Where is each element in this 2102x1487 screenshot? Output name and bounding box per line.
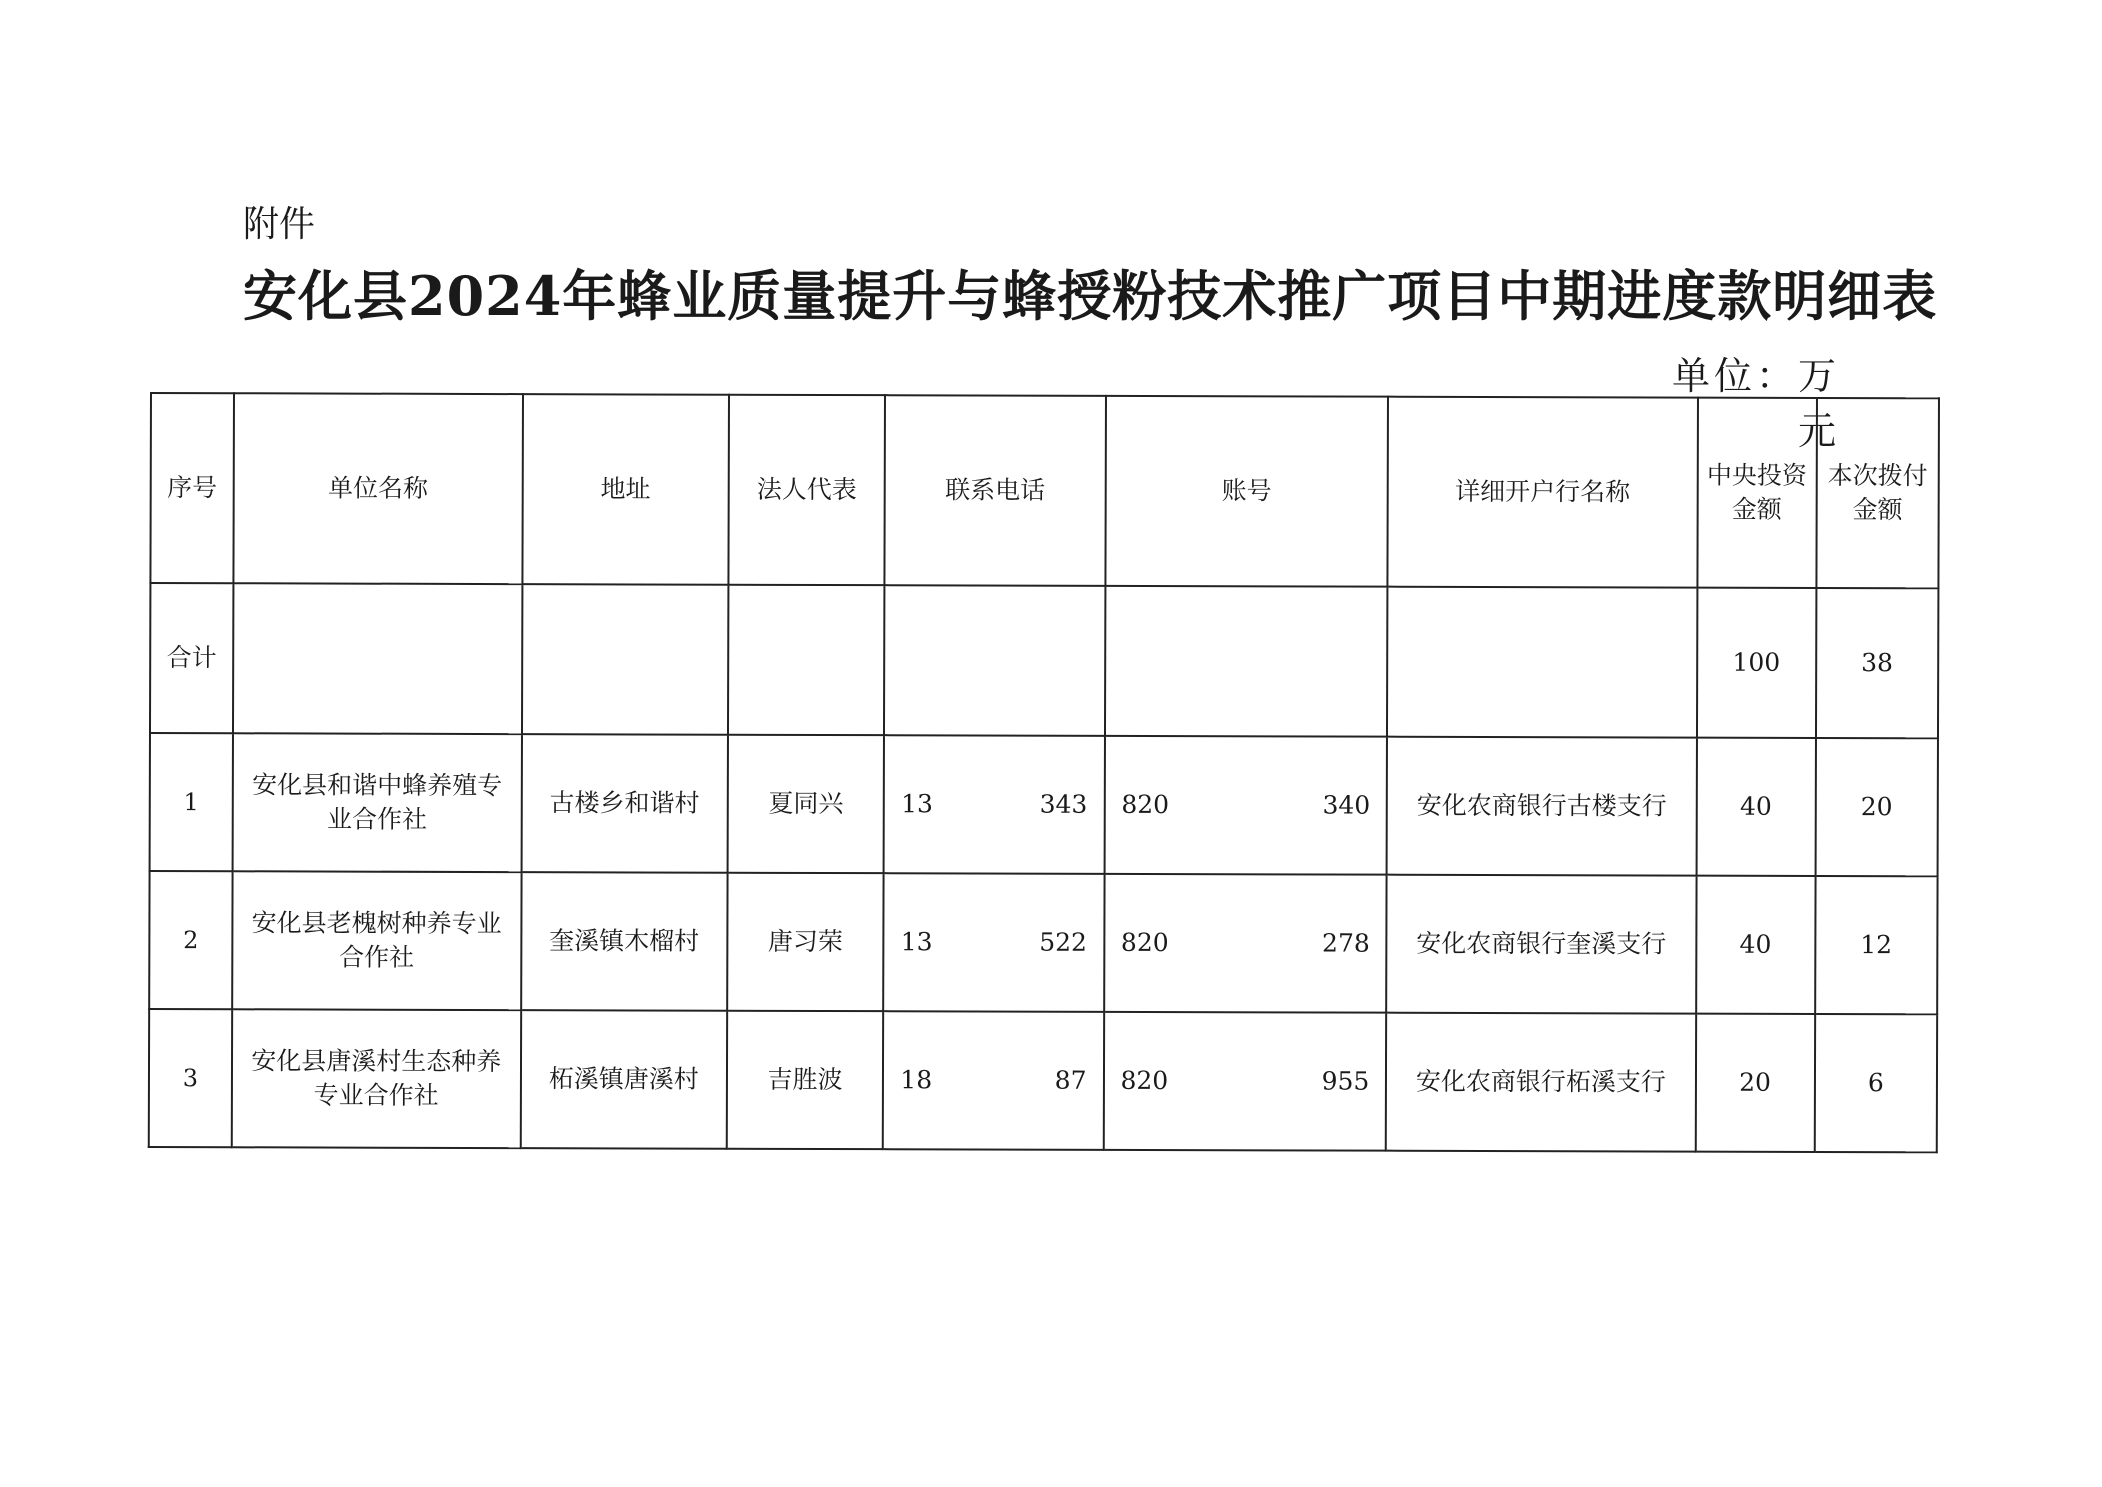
phone-start: 13 xyxy=(900,927,933,957)
row-legal-rep: 唐习荣 xyxy=(727,873,884,1011)
total-current-allocation: 38 xyxy=(1816,588,1939,738)
table-row xyxy=(149,871,1937,1014)
row-current-allocation: 12 xyxy=(1815,876,1938,1014)
account-start: 820 xyxy=(1120,1066,1169,1096)
phone-end: 343 xyxy=(1039,789,1088,819)
row-address: 古楼乡和谐村 xyxy=(521,734,727,873)
unit-label: 单位：万元 xyxy=(1671,354,1840,453)
row-bank: 安化农商银行柘溪支行 xyxy=(1386,1013,1696,1152)
header-current-allocation: 本次拨付金额 xyxy=(1816,398,1939,588)
row-current-allocation: 20 xyxy=(1815,738,1938,876)
phone-end: 522 xyxy=(1039,927,1087,957)
row-seq: 1 xyxy=(150,733,233,871)
header-phone: 联系电话 xyxy=(885,395,1106,586)
row-unit-name: 安化县和谐中蜂养殖专业合作社 xyxy=(232,733,521,872)
row-address: 奎溪镇木榴村 xyxy=(521,872,727,1011)
account-end: 340 xyxy=(1322,790,1371,820)
attachment-label: 附件 xyxy=(243,204,316,245)
total-central-investment: 100 xyxy=(1696,588,1816,738)
header-row xyxy=(150,393,1939,588)
document-title: 安化县2024年蜂业质量提升与蜂授粉技术推广项目中期进度款明细表 xyxy=(243,264,1938,328)
row-account xyxy=(1104,874,1387,1013)
row-central-investment: 40 xyxy=(1696,876,1816,1014)
header-unit-name: 单位名称 xyxy=(233,393,522,584)
row-central-investment: 20 xyxy=(1695,1014,1815,1152)
total-row xyxy=(150,583,1938,738)
row-seq: 3 xyxy=(149,1009,232,1147)
progress-payment-table xyxy=(148,392,1940,1153)
row-current-allocation: 6 xyxy=(1814,1014,1937,1152)
phone-start: 13 xyxy=(901,789,933,819)
header-address: 地址 xyxy=(522,394,729,585)
row-unit-name: 安化县唐溪村生态种养专业合作社 xyxy=(232,1009,521,1148)
account-end: 278 xyxy=(1322,928,1370,958)
phone-end: 87 xyxy=(1054,1065,1087,1095)
header-bank: 详细开户行名称 xyxy=(1388,397,1698,588)
row-unit-name: 安化县老槐树种养专业合作社 xyxy=(232,871,521,1010)
table-row xyxy=(149,1009,1937,1152)
total-label: 合计 xyxy=(150,583,233,733)
header-account: 账号 xyxy=(1105,396,1388,587)
row-seq: 2 xyxy=(149,871,232,1009)
row-bank: 安化农商银行奎溪支行 xyxy=(1387,875,1697,1014)
account-end: 955 xyxy=(1321,1066,1370,1096)
row-phone xyxy=(884,735,1105,874)
row-account xyxy=(1103,1012,1386,1151)
row-bank: 安化农商银行古楼支行 xyxy=(1387,737,1697,876)
account-start: 820 xyxy=(1121,790,1170,820)
phone-start: 18 xyxy=(900,1065,933,1095)
row-account xyxy=(1104,736,1387,875)
row-legal-rep: 吉胜波 xyxy=(727,1011,884,1149)
row-phone xyxy=(884,873,1105,1012)
header-legal-rep: 法人代表 xyxy=(728,395,885,585)
table-row xyxy=(150,733,1938,876)
row-address: 柘溪镇唐溪村 xyxy=(520,1010,726,1149)
header-seq: 序号 xyxy=(150,393,233,583)
row-phone xyxy=(883,1011,1104,1150)
header-central-investment: 中央投资金额 xyxy=(1697,398,1817,588)
row-legal-rep: 夏同兴 xyxy=(727,735,884,873)
account-start: 820 xyxy=(1120,928,1169,958)
row-central-investment: 40 xyxy=(1696,738,1816,876)
